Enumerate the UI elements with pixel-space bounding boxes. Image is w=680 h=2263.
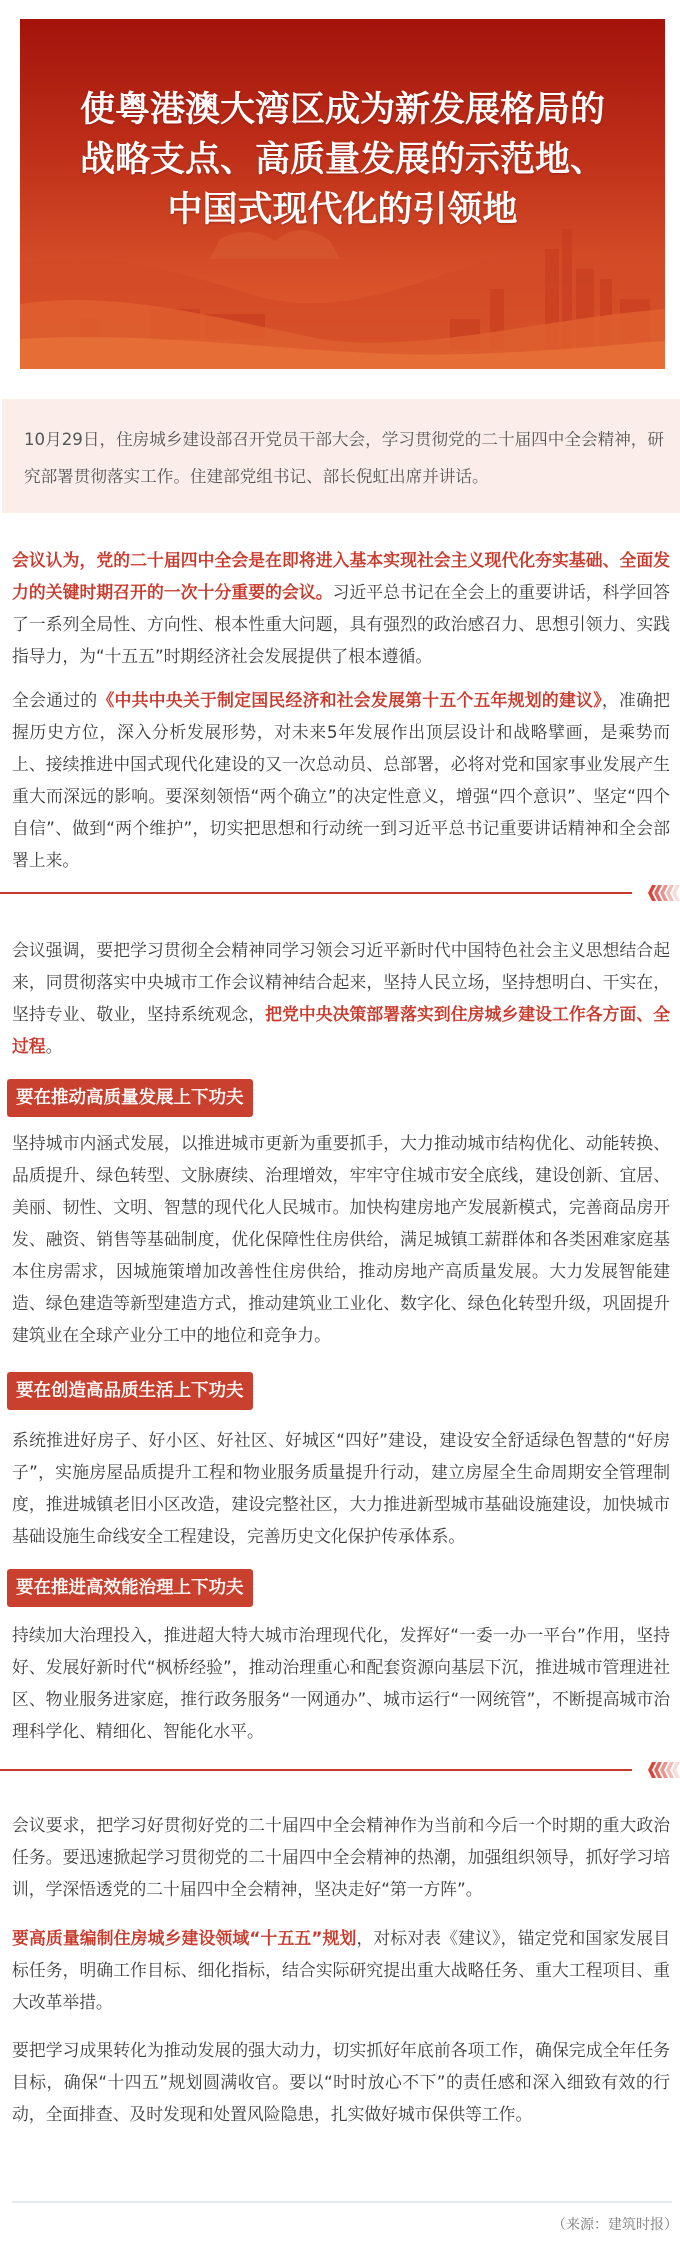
highlight-text: 会议认为，党的二十届四中全会是在即将进入基本实现社会主义现代化夯实基础、全面发力的关键时期召开的一次十分重要的会议。	[12, 550, 670, 602]
section-text: 持续加大治理投入，推进超大特大城市治理现代化，发挥好“一委一办一平台”作用，坚持好、发展好新时代“枫桥经验”，推动治理重心和配套资源向基层下沉，推进城市管理进社区、物业服务进家庭，推行政务服务“一网通办”、城市运行“一网统管”，不断提高城市治理科学化、精细化、智能化水平。	[12, 1625, 670, 1741]
section-divider	[0, 884, 680, 902]
paragraph-year-end-work: 要把学习成果转化为推动发展的强大动力，切实抓好年底前各项工作，确保完成全年任务目标，确保“十四五”规划圆满收官。要以“时时放心不下”的责任感和深入细致有效的行动，全面排查、及时发现和处置风险隐患，扎实做好城市保供等工作。	[12, 2040, 670, 2124]
intro-box	[2, 399, 680, 513]
body-text: 习近平总书记在全会上的重要讲话，科学回答了一系列全局性、方向性、根本性重大问题，具有强烈的政治感召力、思想引领力、实践指导力，为“十五五”时期经济社会发展提供了根本遵循。	[12, 582, 670, 666]
paragraph-15th-plan	[12, 1922, 670, 2018]
body-text: 全会通过的	[12, 690, 98, 710]
source-credit: （来源：建筑时报）	[552, 2217, 678, 2233]
body-text: ，对标对表《建议》，锚定党和国家发展目标任务，明确工作目标、细化指标，结合实际研究提出重大战略任务、重大工程项目、重大改革举措。	[12, 1928, 670, 2012]
banner-title	[20, 85, 665, 235]
paragraph-meeting-requirements: 会议要求，把学习好贯彻好党的二十届四中全会精神作为当前和今后一个时期的重大政治任务。要迅速掀起学习贯彻党的二十届四中全会精神的热潮，加强组织领导，抓好学习培训，学深悟透党的二十届四中全会精神，坚决走好“第一方阵”。	[12, 1815, 670, 1899]
banner-title-line: 战略支点、高质量发展的示范地、	[79, 140, 605, 180]
section-text: 坚持城市内涵式发展，以推进城市更新为重要抓手，大力推动城市结构优化、动能转换、品质提升、绿色转型、文脉赓续、治理增效，牢牢守住城市安全底线，建设创新、宜居、美丽、韧性、文明、智慧的现代化人民城市。加快构建房地产发展新模式，完善商品房开发、融资、销售等基础制度，优化保障性住房供给，满足城镇工薪群体和各类困难家庭基本住房需求，因城施策增加改善性住房供给，推动房地产高质量发展。大力发展智能建造、绿色建造等新型建造方式，推动建筑业工业化、数字化、绿色化转型升级，巩固提升建筑业在全球产业分工中的地位和竞争力。	[12, 1133, 670, 1345]
body-text: ，准确把握历史方位，深入分析发展形势，对未来5年发展作出顶层设计和战略擘画，是乘势而上、接续推进中国式现代化建设的又一次总动员、总部署，必将对党和国家事业发展产生重大而深远的影响。要深刻领悟“两个确立”的决定性意义，增强“四个意识”、坚定“四个自信”、做到“两个维护”，切实把思想和行动统一到习近平总书记重要讲话精神和全会部署上来。	[12, 690, 670, 870]
section-text: 系统推进好房子、好小区、好社区、好城区“四好”建设，建设安全舒适绿色智慧的“好房子”，实施房屋品质提升工程和物业服务质量提升行动，建立房屋全生命周期安全管理制度，推进城镇老旧小区改造，建设完整社区，大力推进新型城市基础设施建设，加快城市基础设施生命线安全工程建设，完善历史文化保护传承体系。	[12, 1430, 670, 1546]
section-heading-high-quality-development: 要在推动高质量发展上下功夫	[7, 1079, 253, 1117]
paragraph-meeting-emphasis	[12, 934, 670, 1062]
divider-line	[0, 1769, 632, 1771]
highlight-text: 把党中央决策部署落实到住房城乡建设工作各方面、全过程	[12, 1004, 670, 1056]
hero-banner	[20, 19, 665, 369]
body-text: 。	[45, 1036, 63, 1056]
section-divider	[0, 1761, 680, 1779]
intro-text: 10月29日，住房城乡建设部召开党员干部大会，学习贯彻党的二十届四中全会精神，研究部署贯彻落实工作。住建部党组书记、部长倪虹出席并讲话。	[24, 430, 664, 486]
section-heading-efficient-governance: 要在推进高效能治理上下功夫	[7, 1569, 253, 1607]
section-heading-high-quality-life: 要在创造高品质生活上下功夫	[7, 1372, 253, 1410]
chevrons-decoration-icon	[648, 884, 680, 902]
footer-divider	[12, 2201, 672, 2203]
divider-line	[0, 892, 632, 894]
paragraph-meeting-view	[12, 544, 670, 672]
paragraph-plenary-proposal	[12, 684, 670, 876]
highlight-text: 要高质量编制住房城乡建设领域“十五五”规划	[12, 1928, 357, 1948]
banner-title-line: 中国式现代化的引领地	[167, 190, 518, 230]
document-title-highlight: 《中共中央关于制定国民经济和社会发展第十五个五年规划的建议》	[97, 690, 602, 710]
banner-title-line: 使粤港澳大湾区成为新发展格局的	[79, 90, 605, 130]
body-text: 会议强调，要把学习贯彻全会精神同学习领会习近平新时代中国特色社会主义思想结合起来，同贯彻落实中央城市工作会议精神结合起来，坚持人民立场，坚持想明白、干实在，坚持专业、敬业，坚持系统观念，	[12, 940, 670, 1024]
chevrons-decoration-icon	[648, 1761, 680, 1779]
